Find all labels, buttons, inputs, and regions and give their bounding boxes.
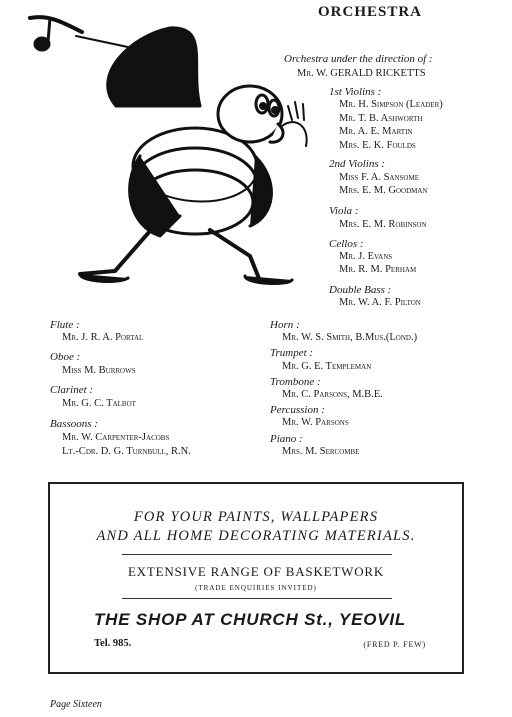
player-name: Mr. W. A. F. Pilton [339,297,421,308]
section-label-trumpet: Trumpet : [270,347,314,359]
player-name: Mr. G. C. Talbot [62,398,136,409]
player-name: Mrs. E. M. Robinson [339,219,427,230]
player-name: Miss F. A. Sansome [339,172,419,183]
ad-basketwork: EXTENSIVE RANGE OF BASKETWORK [127,564,385,579]
ad-trade-enquiries: (TRADE ENQUIRIES INVITED) [195,584,317,592]
section-label-double-bass: Double Bass : [329,284,392,296]
advertisement-box [48,482,464,674]
player-name: Miss M. Burrows [62,365,136,376]
player-name: Mr. W. S. Smith, B.Mus.(Lond.) [282,332,418,343]
player-name: Mr. R. M. Perham [339,264,417,275]
player-name: Mr. C. Parsons, M.B.E. [282,389,383,400]
page-title: ORCHESTRA [318,4,423,20]
player-name: Mrs. E. K. Foulds [339,140,416,151]
player-name: Mr. T. B. Ashworth [339,113,423,124]
ad-shop-name: THE SHOP AT CHURCH St., YEOVIL [94,610,407,629]
player-name: Mrs. E. M. Goodman [339,185,428,196]
ad-tagline-2: AND ALL HOME DECORATING MATERIALS. [96,528,416,544]
section-label-viola: Viola : [329,205,359,217]
player-name: Mr. W. Parsons [282,417,349,428]
player-name: Lt.-Cdr. D. G. Turnbull, R.N. [62,446,191,457]
player-name: Mr. A. E. Martin [339,126,413,137]
player-name: Mr. G. E. Templeman [282,361,372,372]
conductor-name: Mr. W. GERALD RICKETTS [297,68,426,79]
section-label-oboe: Oboe : [50,351,81,363]
section-label-flute: Flute : [50,319,80,331]
ad-divider [122,598,392,599]
ad-tagline-1: FOR YOUR PAINTS, WALLPAPERS [133,509,379,525]
section-label-cellos: Cellos : [329,238,364,250]
ad-telephone: Tel. 985. [94,638,132,649]
ad-divider [122,554,392,555]
section-label-first-violins: 1st Violins : [329,86,382,98]
player-name: Mr. J. R. A. Portal [62,332,144,343]
ad-proprietor: (FRED P. FEW) [363,640,426,649]
player-name: Mr. W. Carpenter-Jacobs [62,432,170,443]
section-label-bassoons: Bassoons : [50,418,98,430]
section-label-clarinet: Clarinet : [50,384,94,396]
section-label-trombone: Trombone : [270,376,321,388]
section-label-horn: Horn : [270,319,300,331]
direction-intro: Orchestra under the direction of : [284,53,433,65]
tuba-player-illustration [20,6,320,288]
player-name: Mrs. M. Sercombe [282,446,360,457]
section-label-piano: Piano : [270,433,303,445]
player-name: Mr. J. Evans [339,251,393,262]
player-name: Mr. H. Simpson (Leader) [339,99,443,110]
section-label-second-violins: 2nd Violins : [329,158,386,170]
page-number: Page Sixteen [50,699,102,710]
section-label-percussion: Percussion : [270,404,325,416]
